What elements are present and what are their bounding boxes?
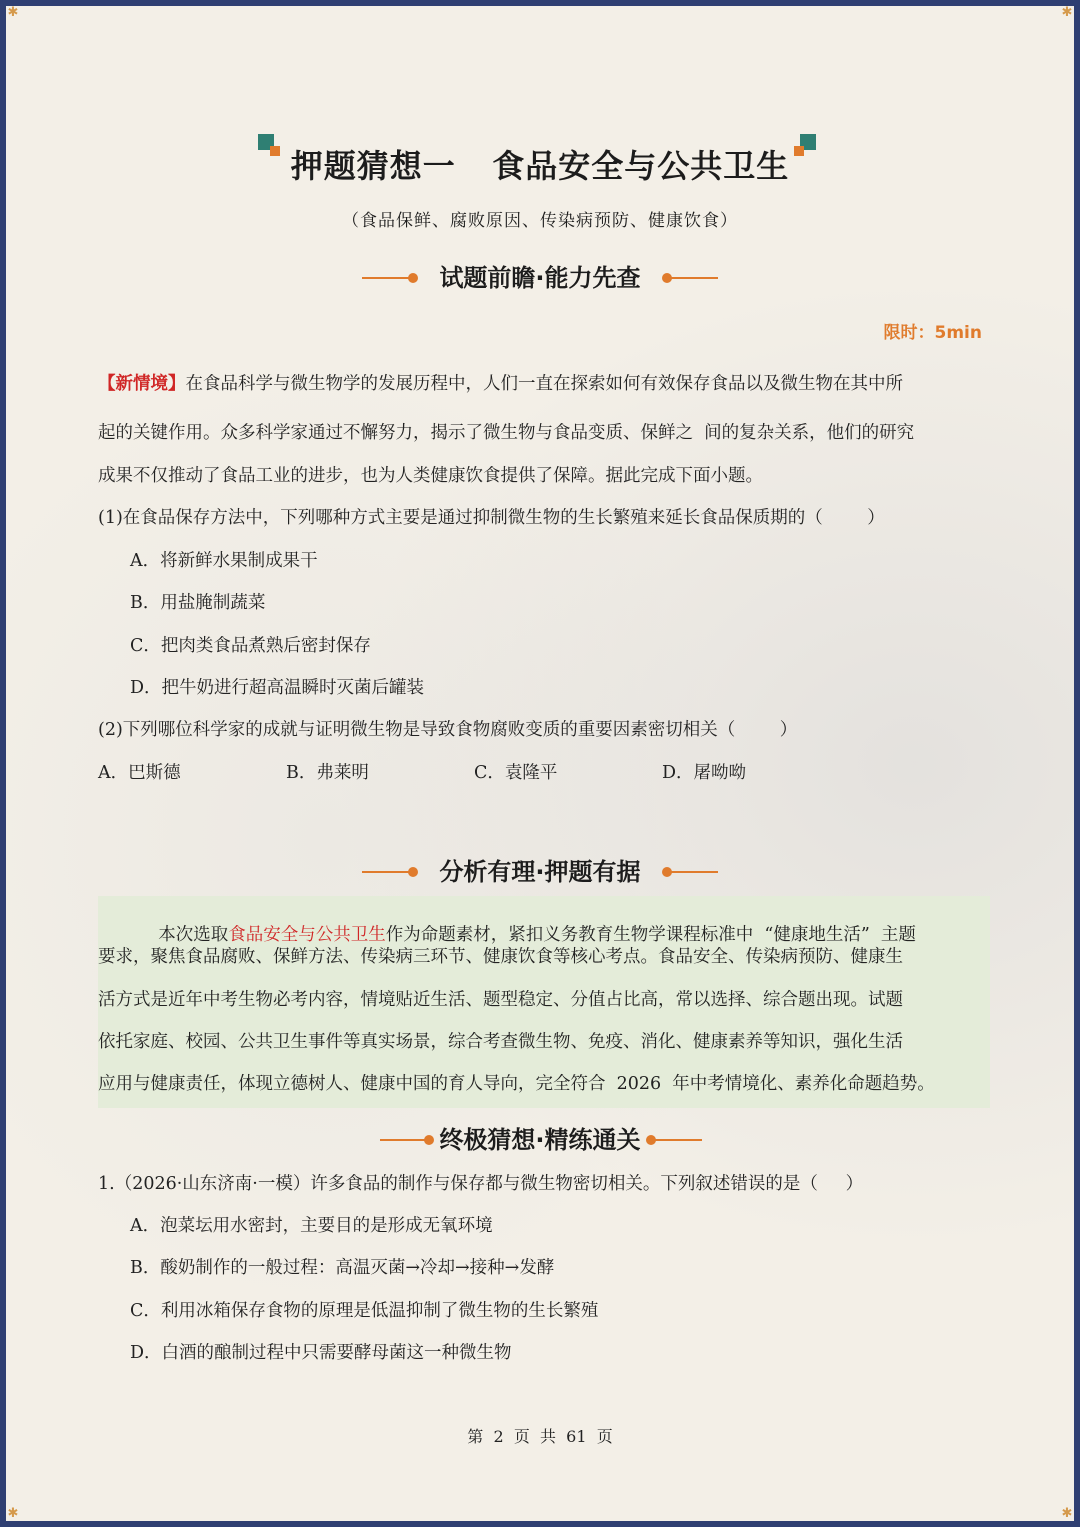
corner-ornament-icon: ✱	[7, 5, 19, 20]
document-page	[6, 6, 1074, 1521]
page-footer: 第 2 页 共 61 页	[467, 1427, 613, 1446]
question-3-stem: 1.（2026·山东济南·一模）许多食品的制作与保存都与微生物密切相关。下列叙述错误的是（ ）	[98, 1174, 864, 1194]
page-subtitle: （食品保鲜、腐败原因、传染病预防、健康饮食）	[342, 211, 738, 231]
title-row	[6, 136, 1074, 196]
section-title: 分析有理·押题有据	[439, 858, 641, 886]
section-header-analysis	[6, 852, 1074, 892]
question-2-option-d: D．屠呦呦	[662, 763, 747, 783]
question-2-stem: (2)下列哪位科学家的成就与证明微生物是导致食物腐败变质的重要因素密切相关（ ）	[98, 720, 798, 740]
corner-ornament-icon: ✱	[1061, 1506, 1073, 1521]
analysis-highlight: 食品安全与公共卫生	[228, 925, 386, 945]
question-1-stem: (1)在食品保存方法中，下列哪种方式主要是通过抑制微生物的生长繁殖来延长食品保质期的（ ）	[98, 508, 885, 528]
analysis-line-3: 活方式是近年中考生物必考内容，情境贴近生活、题型稳定、分值占比高，常以选择、综合题出现。试题	[98, 990, 903, 1010]
question-1-option-d: D．把牛奶进行超高温瞬时灭菌后罐装	[130, 678, 425, 698]
analysis-line-5: 应用与健康责任，体现立德树人、健康中国的育人导向，完全符合 2026 年中考情境化、素养化命题趋势。	[98, 1074, 935, 1094]
question-2-option-b: B．弗莱明	[286, 763, 369, 783]
question-3-option-c: C．利用冰箱保存食物的原理是低温抑制了微生物的生长繁殖	[130, 1301, 599, 1321]
scenario-line-3: 成果不仅推动了食品工业的进步，也为人类健康饮食提供了保障。据此完成下面小题。	[98, 466, 763, 486]
question-2-option-a: A．巴斯德	[98, 763, 181, 783]
analysis-line-2: 要求，聚焦食品腐败、保鲜方法、传染病三环节、健康饮食等核心考点。食品安全、传染病预防、健康生	[98, 947, 903, 967]
scenario-line-2: 起的关键作用。众多科学家通过不懈努力，揭示了微生物与食品变质、保鲜之 间的复杂关系，他们的研究	[98, 423, 915, 443]
question-1-option-b: B．用盐腌制蔬菜	[130, 593, 266, 613]
question-2-option-c: C．袁隆平	[474, 763, 558, 783]
corner-ornament-icon: ✱	[1061, 5, 1073, 20]
question-3-option-d: D．白酒的酿制过程中只需要酵母菌这一种微生物	[130, 1343, 512, 1363]
time-limit: 限时：5min	[883, 323, 982, 343]
section-header-final	[6, 1120, 1074, 1160]
analysis-line-1: 本次选取食品安全与公共卫生作为命题素材，紧扣义务教育生物学课程标准中 “健康地生活” 主题	[158, 925, 916, 945]
section-header-preview	[6, 258, 1074, 298]
question-1-option-c: C．把肉类食品煮熟后密封保存	[130, 636, 371, 656]
question-3-option-a: A．泡菜坛用水密封，主要目的是形成无氧环境	[130, 1216, 493, 1236]
analysis-line-4: 依托家庭、校园、公共卫生事件等真实场景，综合考查微生物、免疫、消化、健康素养等知识，强化生活	[98, 1032, 903, 1052]
scenario-tag: 【新情境】	[98, 374, 186, 394]
corner-ornament-icon: ✱	[7, 1506, 19, 1521]
page-title: 押题猜想一 食品安全与公共卫生	[290, 147, 790, 185]
question-3-option-b: B．酸奶制作的一般过程：高温灭菌→冷却→接种→发酵	[130, 1258, 555, 1278]
section-title: 试题前瞻·能力先查	[439, 264, 641, 292]
scenario-line-1: 【新情境】在食品科学与微生物学的发展历程中，人们一直在探索如何有效保存食品以及微生物在其中所	[98, 374, 903, 394]
section-title: 终极猜想·精练通关	[439, 1126, 641, 1154]
question-1-option-a: A．将新鲜水果制成果干	[130, 551, 318, 571]
